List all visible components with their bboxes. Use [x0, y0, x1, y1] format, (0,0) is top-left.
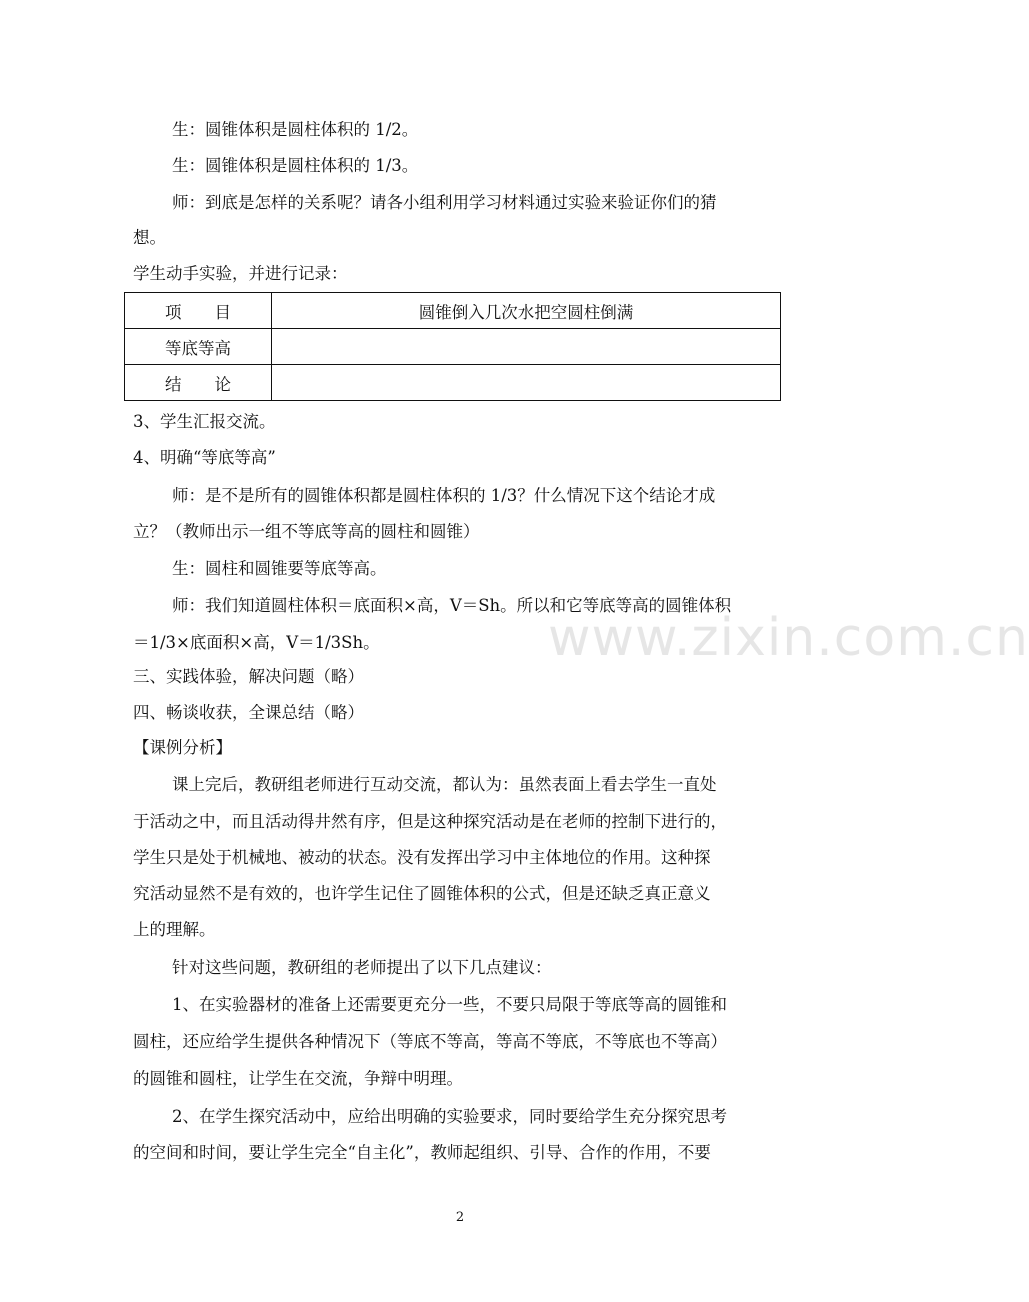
- text-line: 圆柱，还应给学生提供各种情况下（等底不等高，等高不等底，不等底也不等高）: [133, 1032, 727, 1051]
- text-line: 课上完后，教研组老师进行互动交流，都认为：虽然表面上看去学生一直处: [172, 775, 717, 794]
- text-line: 学生只是处于机械地、被动的状态。没有发挥出学习中主体地位的作用。这种探: [133, 848, 711, 867]
- text-line: 于活动之中，而且活动得井然有序，但是这种探究活动是在老师的控制下进行的，: [133, 812, 727, 831]
- text-line: ＝1/3×底面积×高，V＝1/3Sh。: [133, 633, 380, 652]
- experiment-record-table: [124, 292, 781, 401]
- text-line: 四、畅谈收获，全课总结（略）: [133, 703, 364, 722]
- text-line: 上的理解。: [133, 920, 216, 939]
- table-header-row: [125, 293, 781, 329]
- text-line: 生：圆锥体积是圆柱体积的 1/3。: [172, 156, 419, 175]
- text-line: 4、明确“等底等高”: [133, 448, 276, 467]
- text-line: 的圆锥和圆柱，让学生在交流，争辩中明理。: [133, 1069, 463, 1088]
- watermark: www.zixin.com.cn: [548, 608, 1029, 668]
- table-row: [125, 365, 781, 401]
- table-header-cell: 项 目: [125, 293, 272, 329]
- text-line: 2、在学生探究活动中，应给出明确的实验要求，同时要给学生充分探究思考: [172, 1107, 727, 1126]
- text-line: 三、实践体验，解决问题（略）: [133, 667, 364, 686]
- text-line: 师：是不是所有的圆锥体积都是圆柱体积的 1/3？什么情况下这个结论才成: [172, 486, 716, 505]
- text-line: 生：圆柱和圆锥要等底等高。: [172, 559, 387, 578]
- page-number: 2: [455, 1210, 465, 1225]
- text-line: 想。: [133, 228, 166, 247]
- text-line: 3、学生汇报交流。: [133, 412, 276, 431]
- text-line: 的空间和时间，要让学生完全“自主化”，教师起组织、引导、合作的作用，不要: [133, 1143, 711, 1162]
- text-line: 1、在实验器材的准备上还需要更充分一些，不要只局限于等底等高的圆锥和: [172, 995, 727, 1014]
- text-line: 师：到底是怎样的关系呢？请各小组利用学习材料通过实验来验证你们的猜: [172, 193, 717, 212]
- text-line: 生：圆锥体积是圆柱体积的 1/2。: [172, 120, 419, 139]
- text-line: 学生动手实验，并进行记录：: [133, 264, 348, 283]
- table-cell: 结 论: [125, 365, 272, 401]
- text-line: 【课例分析】: [133, 738, 232, 757]
- table-cell: [272, 329, 781, 365]
- table-header-cell: 圆锥倒入几次水把空圆柱倒满: [272, 293, 781, 329]
- text-line: 师：我们知道圆柱体积＝底面积×高，V＝Sh。所以和它等底等高的圆锥体积: [172, 596, 732, 615]
- table-cell: 等底等高: [125, 329, 272, 365]
- text-line: 究活动显然不是有效的，也许学生记住了圆锥体积的公式，但是还缺乏真正意义: [133, 884, 711, 903]
- text-line: 立？（教师出示一组不等底等高的圆柱和圆锥）: [133, 522, 480, 541]
- text-line: 针对这些问题，教研组的老师提出了以下几点建议：: [172, 958, 552, 977]
- table-cell: [272, 365, 781, 401]
- table-row: [125, 329, 781, 365]
